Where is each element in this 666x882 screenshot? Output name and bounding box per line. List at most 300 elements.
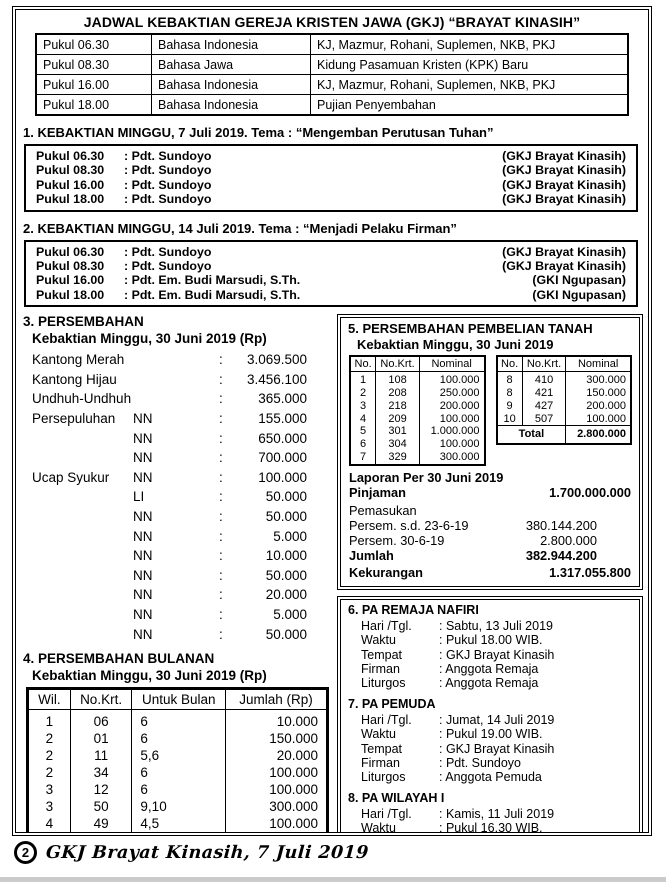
event-row-value: : GKJ Brayat Kinasih [439,647,555,662]
service-time: Pukul 18.00 [36,287,105,302]
offering-amount: 5.000 [273,528,307,544]
pinjaman-value: 1.700.000.000 [549,485,631,501]
offering-row [32,350,329,370]
monthly-cell: 49 [70,816,132,833]
offering-sublabel: NN [133,509,153,524]
schedule-row [36,95,628,116]
section5-box [337,314,643,590]
offering-row [32,448,329,468]
event-row [361,821,632,835]
section2-box [24,240,638,308]
monthly-cell: 3 [28,782,71,799]
land-cell: 427 [522,400,566,413]
event-row-value: : Jumat, 14 Juli 2019 [439,712,555,727]
offering-sublabel: NN [133,411,153,427]
offering-colon: : [219,411,223,427]
offering-row [32,389,329,409]
service-row [36,245,626,259]
page-frame [12,6,652,836]
monthly-row [28,816,328,833]
schedule-row [36,75,628,95]
event-row [361,770,632,784]
service-place: (GKJ Brayat Kinasih) [502,149,626,163]
land-cell: 329 [376,451,420,465]
event-row [361,676,632,690]
page-footer [14,841,369,864]
land-cell: 208 [376,387,420,400]
monthly-header-cell: Jumlah (Rp) [226,689,328,710]
land-cell: 250.000 [419,387,484,400]
land-cell: 8 [497,387,523,400]
service-time: Pukul 06.30 [36,244,105,259]
event-row-label: Firman [361,756,400,771]
monthly-cell [28,833,71,837]
event-row-label: Waktu [361,633,396,648]
monthly-cell: 6 [132,731,226,748]
pinjaman-label: Pinjaman [349,485,406,501]
land-row [350,438,485,451]
event-row-label: Waktu [361,821,396,836]
land-row [497,387,632,400]
service-place: (GKI Ngupasan) [532,273,626,288]
land-row [350,400,485,413]
offering-row [32,546,329,566]
event-row-value: : Pdt. Sundoyo [439,756,522,771]
event-row [361,807,632,821]
service-row [36,273,626,287]
offering-sublabel: LI [133,489,145,505]
event-row-label: Firman [361,662,400,677]
schedule-cell: Pukul 08.30 [36,55,152,75]
monthly-cell [132,833,226,837]
jumlah-row [349,548,631,563]
monthly-cell: 20.000 [226,748,328,765]
event-row-label: Hari /Tgl. [361,806,412,821]
offering-list [32,350,329,644]
monthly-cell: 34 [70,765,132,782]
event-row-label: Waktu [361,727,396,742]
event-row-label: Liturgos [361,770,406,785]
land-cell: 209 [376,413,420,426]
land-cell: 108 [376,372,420,387]
offering-colon: : [219,528,223,544]
section5-subheading: Kebaktian Minggu, 30 Juni 2019 [357,337,554,353]
offering-row [32,625,329,645]
service-place: (GKJ Brayat Kinasih) [502,177,626,192]
offering-row [32,566,329,586]
offering-label [32,429,133,449]
offering-label [32,487,133,507]
monthly-cell: 100.000 [226,816,328,833]
land-cell: 410 [522,372,566,387]
event-row-value: : Anggota Remaja [439,662,539,677]
offering-colon: : [219,548,223,564]
pemasukan-label: Pemasukan [349,502,417,518]
event-block [348,697,632,785]
service-preacher: : Pdt. Sundoyo [124,192,212,207]
event-row-value: : Pukul 18.00 WIB. [439,633,543,648]
offering-label [32,546,133,566]
monthly-cell [70,833,132,837]
land-row [350,451,485,465]
land-cell: 200.000 [419,400,484,413]
monthly-cell: 12 [70,782,132,799]
offering-row [32,527,329,547]
monthly-cell: 2 [28,765,71,782]
service-schedule-table [35,33,629,116]
pemasukan-row-value: 380.144.200 [525,517,597,533]
page-title: JADWAL KEBAKTIAN GEREJA KRISTEN JAWA (GKJ) “BRAYAT KINASIH” [83,14,581,30]
service-time: Pukul 16.00 [36,273,105,288]
offering-amount: 50.000 [265,489,307,505]
section5-heading: 5. PERSEMBAHAN PEMBELIAN TANAH [348,321,593,337]
offering-colon: : [219,567,223,583]
monthly-cell [226,833,328,837]
offering-label: Undhuh-Undhuh [32,391,132,407]
scan-edge-artifact [0,877,666,882]
land-row [497,413,632,426]
land-header-cell: Nominal [566,356,631,372]
event-row [361,633,632,647]
event-row-value: : GKJ Brayat Kinasih [439,741,555,756]
service-row [36,178,626,192]
offering-amount: 650.000 [258,430,307,446]
service-preacher: : Pdt. Sundoyo [124,163,212,178]
offering-amount: 365.000 [258,391,307,407]
offering-colon: : [219,489,223,505]
monthly-cell: 4 [28,816,71,833]
land-cell: 3 [350,400,376,413]
land-cell: 8 [497,372,523,387]
offering-amount: 155.000 [258,411,307,427]
event-heading: 8. PA WILAYAH I [348,790,445,805]
monthly-row [28,765,328,782]
monthly-cell: 1 [28,710,71,731]
monthly-row [28,833,328,837]
monthly-cell: 2 [28,748,71,765]
schedule-cell: Kidung Pasamuan Kristen (KPK) Baru [311,55,629,75]
right-column [337,314,643,836]
event-row [361,742,632,756]
offering-colon: : [219,391,223,407]
section4-heading: 4. PERSEMBAHAN BULANAN [23,651,215,667]
offering-sublabel: NN [133,450,153,466]
schedule-cell: Pukul 06.30 [36,34,152,55]
offering-label: Kantong Merah [32,352,125,368]
section3-heading: 3. PERSEMBAHAN [23,314,144,330]
monthly-cell: 11 [70,748,132,765]
land-cell: 100.000 [419,372,484,387]
land-cell: 100.000 [419,413,484,426]
event-row [361,619,632,633]
service-row [36,163,626,177]
service-row [36,192,626,206]
offering-label [32,507,133,527]
land-cell: 9 [497,400,523,413]
footer-text: GKJ Brayat Kinasih, 7 Juli 2019 [45,842,370,863]
monthly-cell: 6 [132,782,226,799]
land-cell: 4 [350,413,376,426]
offering-sublabel: NN [133,606,153,622]
event-row-value: : Pukul 19.00 WIB. [439,727,543,742]
land-header-cell: Nominal [419,356,484,372]
offering-row [32,409,329,429]
land-cell: 2 [350,387,376,400]
event-row-label: Tempat [361,741,402,756]
offering-label [32,605,133,625]
offering-colon: : [219,450,223,466]
land-row [350,413,485,426]
offering-colon: : [219,509,223,524]
monthly-offering-table [26,687,329,836]
monthly-row [28,782,328,799]
event-row [361,662,632,676]
monthly-cell: 50 [70,799,132,816]
offering-amount: 50.000 [265,626,307,642]
monthly-cell: 6 [132,765,226,782]
monthly-cell: 2 [28,731,71,748]
offering-amount: 3.069.500 [246,352,307,368]
offering-amount: 50.000 [265,509,307,524]
service-time: Pukul 16.00 [36,177,105,192]
land-row [350,425,485,438]
monthly-header-cell: Wil. [28,689,71,710]
section1-heading: 1. KEBAKTIAN MINGGU, 7 Juli 2019. Tema : “Mengemban Perutusan Tuhan” [23,125,494,140]
event-row-value: : Sabtu, 13 Juli 2019 [439,618,553,633]
service-place: (GKJ Brayat Kinasih) [502,259,626,274]
land-row [350,387,485,400]
land-cell: 507 [522,413,566,426]
offering-label [32,585,133,605]
service-place: (GKJ Brayat Kinasih) [502,192,626,207]
jumlah-value: 382.944.200 [525,547,597,563]
offering-row [32,605,329,625]
monthly-row [28,710,328,731]
monthly-cell: 06 [70,710,132,731]
land-cell: 100.000 [419,438,484,451]
event-row-value: : Pukul 16.30 WIB. [439,821,543,836]
offering-label: Ucap Syukur [32,469,110,485]
monthly-cell: 01 [70,731,132,748]
service-place: (GKJ Brayat Kinasih) [502,163,626,178]
offering-sublabel: NN [133,528,153,544]
kekurangan-value: 1.317.055.800 [549,564,631,580]
service-time: Pukul 08.30 [36,163,105,178]
land-cell: 300.000 [566,372,631,387]
kekurangan-label: Kekurangan [349,564,423,580]
schedule-cell: Bahasa Indonesia [152,75,311,95]
land-row [497,400,632,413]
service-preacher: : Pdt. Em. Budi Marsudi, S.Th. [124,287,301,302]
event-block [348,791,632,836]
monthly-cell: 3 [28,799,71,816]
schedule-cell: KJ, Mazmur, Rohani, Suplemen, NKB, PKJ [311,34,629,55]
laporan-block [349,470,631,581]
offering-label [32,625,133,645]
land-cell: 5 [350,425,376,438]
event-row [361,713,632,727]
service-preacher: : Pdt. Sundoyo [124,177,212,192]
event-row [361,648,632,662]
laporan-title: Laporan Per 30 Juni 2019 [349,469,504,485]
monthly-header-cell: Untuk Bulan [132,689,226,710]
land-header-cell: No.Krt. [376,356,420,372]
land-cell: 301 [376,425,420,438]
offering-sublabel: NN [133,567,153,583]
pemasukan-row-label: Persem. s.d. 23-6-19 [349,517,469,533]
land-header-cell: No. [350,356,376,372]
offering-label [32,527,133,547]
offering-sublabel: NN [133,626,153,642]
schedule-cell: Pukul 18.00 [36,95,152,116]
land-total-label: Total [497,426,566,444]
offering-colon: : [219,587,223,603]
monthly-cell: 150.000 [226,731,328,748]
land-table-right [496,355,633,445]
offering-row [32,370,329,390]
offering-colon: : [219,352,223,368]
pemasukan-row-value: 2.800.000 [540,532,597,548]
service-time: Pukul 08.30 [36,259,105,274]
monthly-cell: 10.000 [226,710,328,731]
monthly-cell: 100.000 [226,765,328,782]
offering-sublabel: NN [133,430,153,446]
schedule-cell: Bahasa Indonesia [152,34,311,55]
service-preacher: : Pdt. Sundoyo [124,149,212,163]
offering-sublabel: NN [133,548,153,564]
pemasukan-row [349,518,631,533]
schedule-cell: KJ, Mazmur, Rohani, Suplemen, NKB, PKJ [311,75,629,95]
event-row-value: : Anggota Remaja [439,676,539,691]
offering-amount: 700.000 [258,450,307,466]
offering-sublabel [133,389,219,409]
event-row-label: Tempat [361,647,402,662]
schedule-cell: Bahasa Indonesia [152,95,311,116]
land-row [350,372,485,387]
section3-subheading: Kebaktian Minggu, 30 Juni 2019 (Rp) [32,331,267,347]
offering-sublabel: NN [133,587,153,603]
jumlah-label: Jumlah [349,547,394,563]
land-cell: 1.000.000 [419,425,484,438]
event-row [361,727,632,741]
schedule-cell: Bahasa Jawa [152,55,311,75]
land-cell: 1 [350,372,376,387]
offering-colon: : [219,469,223,485]
left-column [21,314,329,836]
offering-row [32,507,329,527]
offering-label: Kantong Hijau [32,371,117,387]
land-cell: 200.000 [566,400,631,413]
service-time: Pukul 18.00 [36,192,105,207]
land-header-cell: No. [497,356,523,372]
service-preacher: : Pdt. Sundoyo [124,244,212,259]
offering-row [32,468,329,488]
service-row [36,288,626,302]
land-total-row [497,426,632,444]
monthly-cell: 6 [132,710,226,731]
monthly-row [28,731,328,748]
land-row [497,372,632,387]
monthly-row [28,799,328,816]
land-tables [349,355,632,466]
land-cell: 150.000 [566,387,631,400]
land-cell: 7 [350,451,376,465]
offering-row [32,585,329,605]
offering-label [32,566,133,586]
page-number-badge: 2 [14,841,37,864]
service-place: (GKI Ngupasan) [532,287,626,302]
service-preacher: : Pdt. Em. Budi Marsudi, S.Th. [124,273,301,288]
schedule-row [36,55,628,75]
schedule-cell: Pukul 16.00 [36,75,152,95]
land-cell: 6 [350,438,376,451]
service-preacher: : Pdt. Sundoyo [124,259,212,274]
event-heading: 6. PA REMAJA NAFIRI [348,602,479,617]
monthly-cell: 4,5 [132,816,226,833]
service-row [36,259,626,273]
event-row-value: : Anggota Pemuda [439,770,542,785]
offering-colon: : [219,606,223,622]
event-row [361,756,632,770]
event-heading: 7. PA PEMUDA [348,696,436,711]
offering-amount: 5.000 [273,606,307,622]
land-cell: 218 [376,400,420,413]
event-row-label: Hari /Tgl. [361,712,412,727]
monthly-row [28,748,328,765]
offering-row [32,429,329,449]
land-cell: 100.000 [566,413,631,426]
offering-amount: 10.000 [265,548,307,564]
service-row [36,149,626,163]
land-table-left [349,355,486,466]
event-row-value: : Kamis, 11 Juli 2019 [439,806,555,821]
offering-amount: 100.000 [258,469,307,485]
offering-sublabel [133,350,219,370]
monthly-header-cell: No.Krt. [70,689,132,710]
offering-colon: : [219,371,223,387]
offering-amount: 50.000 [265,567,307,583]
offering-amount: 20.000 [265,587,307,603]
service-time: Pukul 06.30 [36,149,105,163]
offering-sublabel: NN [133,469,153,485]
land-total-value: 2.800.000 [566,426,631,444]
pemasukan-row-label: Persem. 30-6-19 [349,532,445,548]
event-row-label: Liturgos [361,676,406,691]
land-cell: 300.000 [419,451,484,465]
offering-label: Persepuluhan [32,411,116,427]
pinjaman-row [349,485,631,501]
two-column-area [21,314,643,836]
kekurangan-row [349,565,631,581]
pemasukan-rows [349,518,631,548]
events-box [337,596,643,836]
land-cell: 304 [376,438,420,451]
monthly-cell: 300.000 [226,799,328,816]
offering-row [32,487,329,507]
land-cell: 421 [522,387,566,400]
offering-sublabel [133,370,219,390]
offering-label [32,448,133,468]
event-row-label: Hari /Tgl. [361,618,412,633]
monthly-cell: 100.000 [226,782,328,799]
pemasukan-row [349,533,631,548]
service-place: (GKJ Brayat Kinasih) [502,244,626,259]
offering-colon: : [219,626,223,642]
section4-subheading: Kebaktian Minggu, 30 Juni 2019 (Rp) [32,668,267,684]
monthly-cell: 9,10 [132,799,226,816]
offering-colon: : [219,430,223,446]
section2-heading: 2. KEBAKTIAN MINGGU, 14 Juli 2019. Tema : “Menjadi Pelaku Firman” [23,220,457,236]
